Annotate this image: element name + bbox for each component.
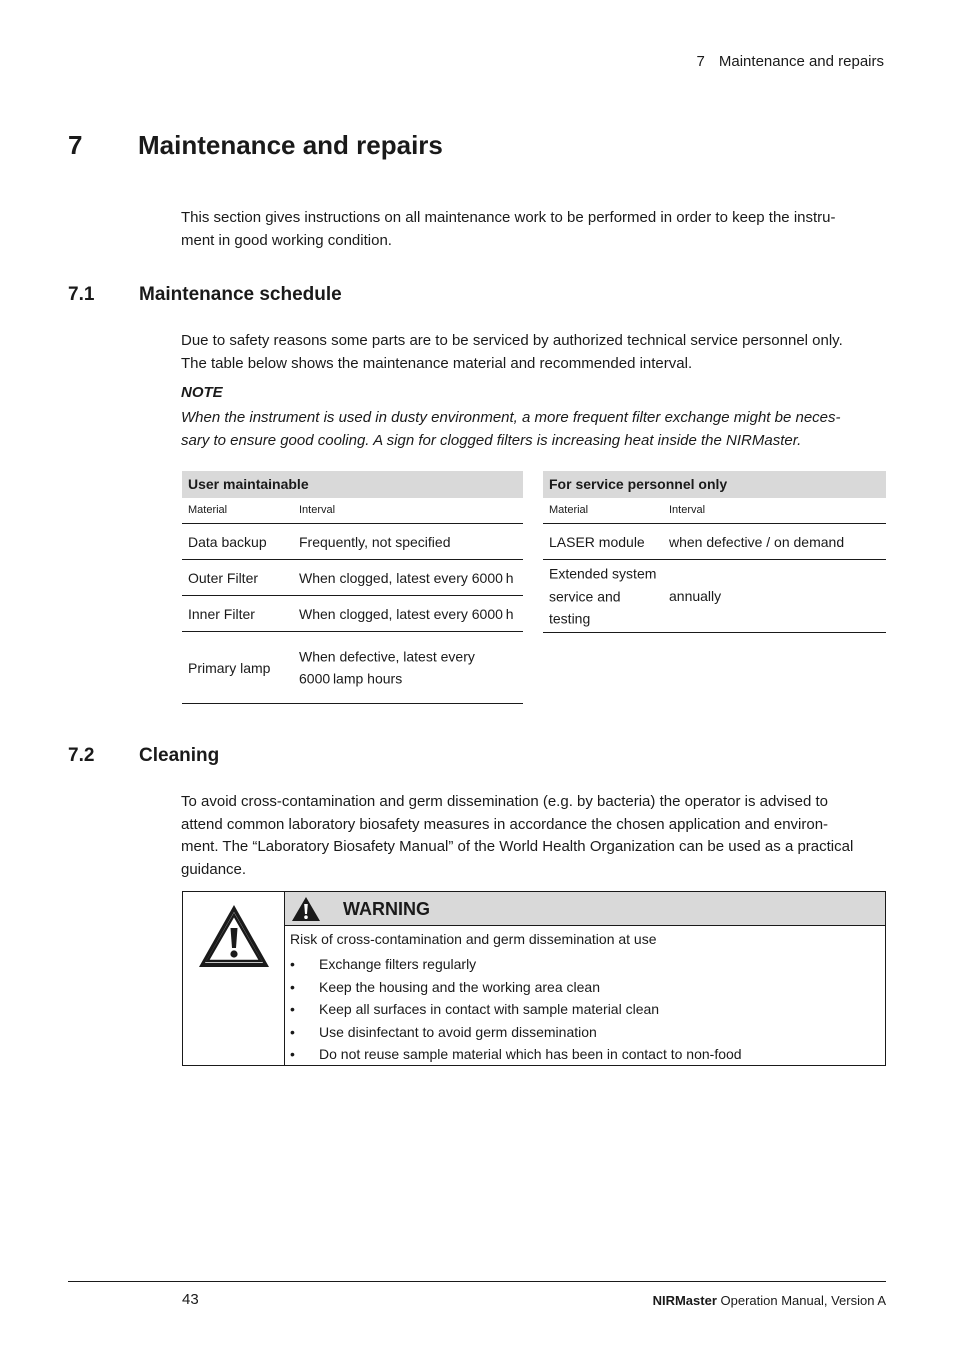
table-row [543,560,886,633]
section-title: Cleaning [139,745,220,766]
column-header-interval: Interval [669,504,706,516]
footer-manual-version: Operation Manual, Version A [716,1293,886,1308]
cell-interval-line: 6000 lamp hours [299,670,403,687]
user-maintainable-table [182,471,523,704]
table-row [182,596,523,632]
chapter-intro-line: ment in good working condition. [181,231,392,249]
cell-material-line: service and [549,587,621,604]
warning-symbol-cell [183,892,285,1065]
paragraph-line: guidance. [181,860,247,878]
list-item: • Do not reuse sample material which has been in contact to non-food [290,1043,879,1066]
cell-material: Inner Filter [188,605,255,622]
note-text [181,407,886,452]
chapter-intro [181,207,886,252]
warning-body [290,928,879,1066]
cell-interval: when defective / on demand [669,533,845,550]
table-row [182,524,523,560]
service-personnel-table [543,471,886,633]
footer-product-name: NIRMaster [652,1293,717,1308]
table-column-headers [182,498,523,524]
running-header-chapter-title: Maintenance and repairs [718,53,884,70]
cell-interval: When clogged, latest every 6000 h [299,605,514,622]
section-heading-7-2 [68,745,219,767]
footer-doc-title [653,1293,886,1308]
list-item: • Keep all surfaces in contact with sample material clean [290,998,879,1021]
chapter-intro-line: This section gives instructions on all maintenance work to be performed in order to keep the instru- [181,209,836,226]
cell-material-line: testing [549,610,591,627]
note-line: When the instrument is used in dusty environment, a more frequent filter exchange might be neces- [181,409,841,426]
paragraph-line: attend common laboratory biosafety measures in accordance the chosen application and environ- [181,815,829,833]
cell-interval: annually [669,587,722,604]
warning-risk-text: Risk of cross-contamination and germ dissemination at use [290,931,657,947]
column-header-interval: Interval [299,504,336,516]
column-header-material: Material [549,504,589,516]
chapter-number: 7 [68,130,83,160]
chapter-title: Maintenance and repairs [138,130,443,160]
section-number: 7.2 [68,745,95,766]
paragraph-line: ment. The “Laboratory Biosafety Manual” of the World Health Organization can be used as a practical [181,838,854,855]
cell-material: LASER module [549,533,645,550]
cell-material: Data backup [188,533,267,550]
footer-rule [68,1281,886,1282]
table-title: User maintainable [182,471,523,498]
section-title: Maintenance schedule [139,284,342,305]
table-title: For service personnel only [543,471,886,498]
section-heading-7-1 [68,284,342,306]
table-column-headers [543,498,886,524]
note-label: NOTE [181,384,223,401]
list-item: • Keep the housing and the working area clean [290,976,879,999]
column-header-material: Material [188,504,228,516]
cell-material-line: Extended system [549,565,657,582]
table-row [182,560,523,596]
list-item: • Exchange filters regularly [290,953,879,976]
cell-material [549,562,656,630]
paragraph-line: The table below shows the maintenance material and recommended interval. [181,354,693,372]
warning-small-icon [291,896,321,922]
cell-interval: When clogged, latest every 6000 h [299,569,514,586]
page-number: 43 [182,1291,199,1308]
section-7-1-paragraph [181,330,886,375]
cell-interval-line: When defective, latest every [299,648,475,664]
cell-material: Primary lamp [188,659,271,676]
running-header-chapter-num: 7 [696,53,705,70]
table-row [543,524,886,560]
warning-label: WARNING [343,899,430,919]
chapter-heading [68,130,443,161]
cell-interval [299,645,475,690]
paragraph-line: Due to safety reasons some parts are to be serviced by authorized technical service personnel only. [181,332,843,349]
cell-material: Outer Filter [188,569,259,586]
cell-interval: Frequently, not specified [299,533,451,550]
note-line: sary to ensure good cooling. A sign for clogged filters is increasing heat inside the NIRMaster. [181,431,802,449]
section-7-2-paragraph [181,791,886,881]
section-number: 7.1 [68,284,95,305]
table-row [182,632,523,704]
list-item: • Use disinfectant to avoid germ dissemination [290,1021,879,1044]
warning-header [285,892,885,926]
warning-triangle-icon [196,902,272,970]
running-header [697,53,884,70]
warning-box [182,891,886,1066]
paragraph-line: To avoid cross-contamination and germ dissemination (e.g. by bacteria) the operator is advised to [181,793,828,810]
warning-list [290,953,879,1066]
